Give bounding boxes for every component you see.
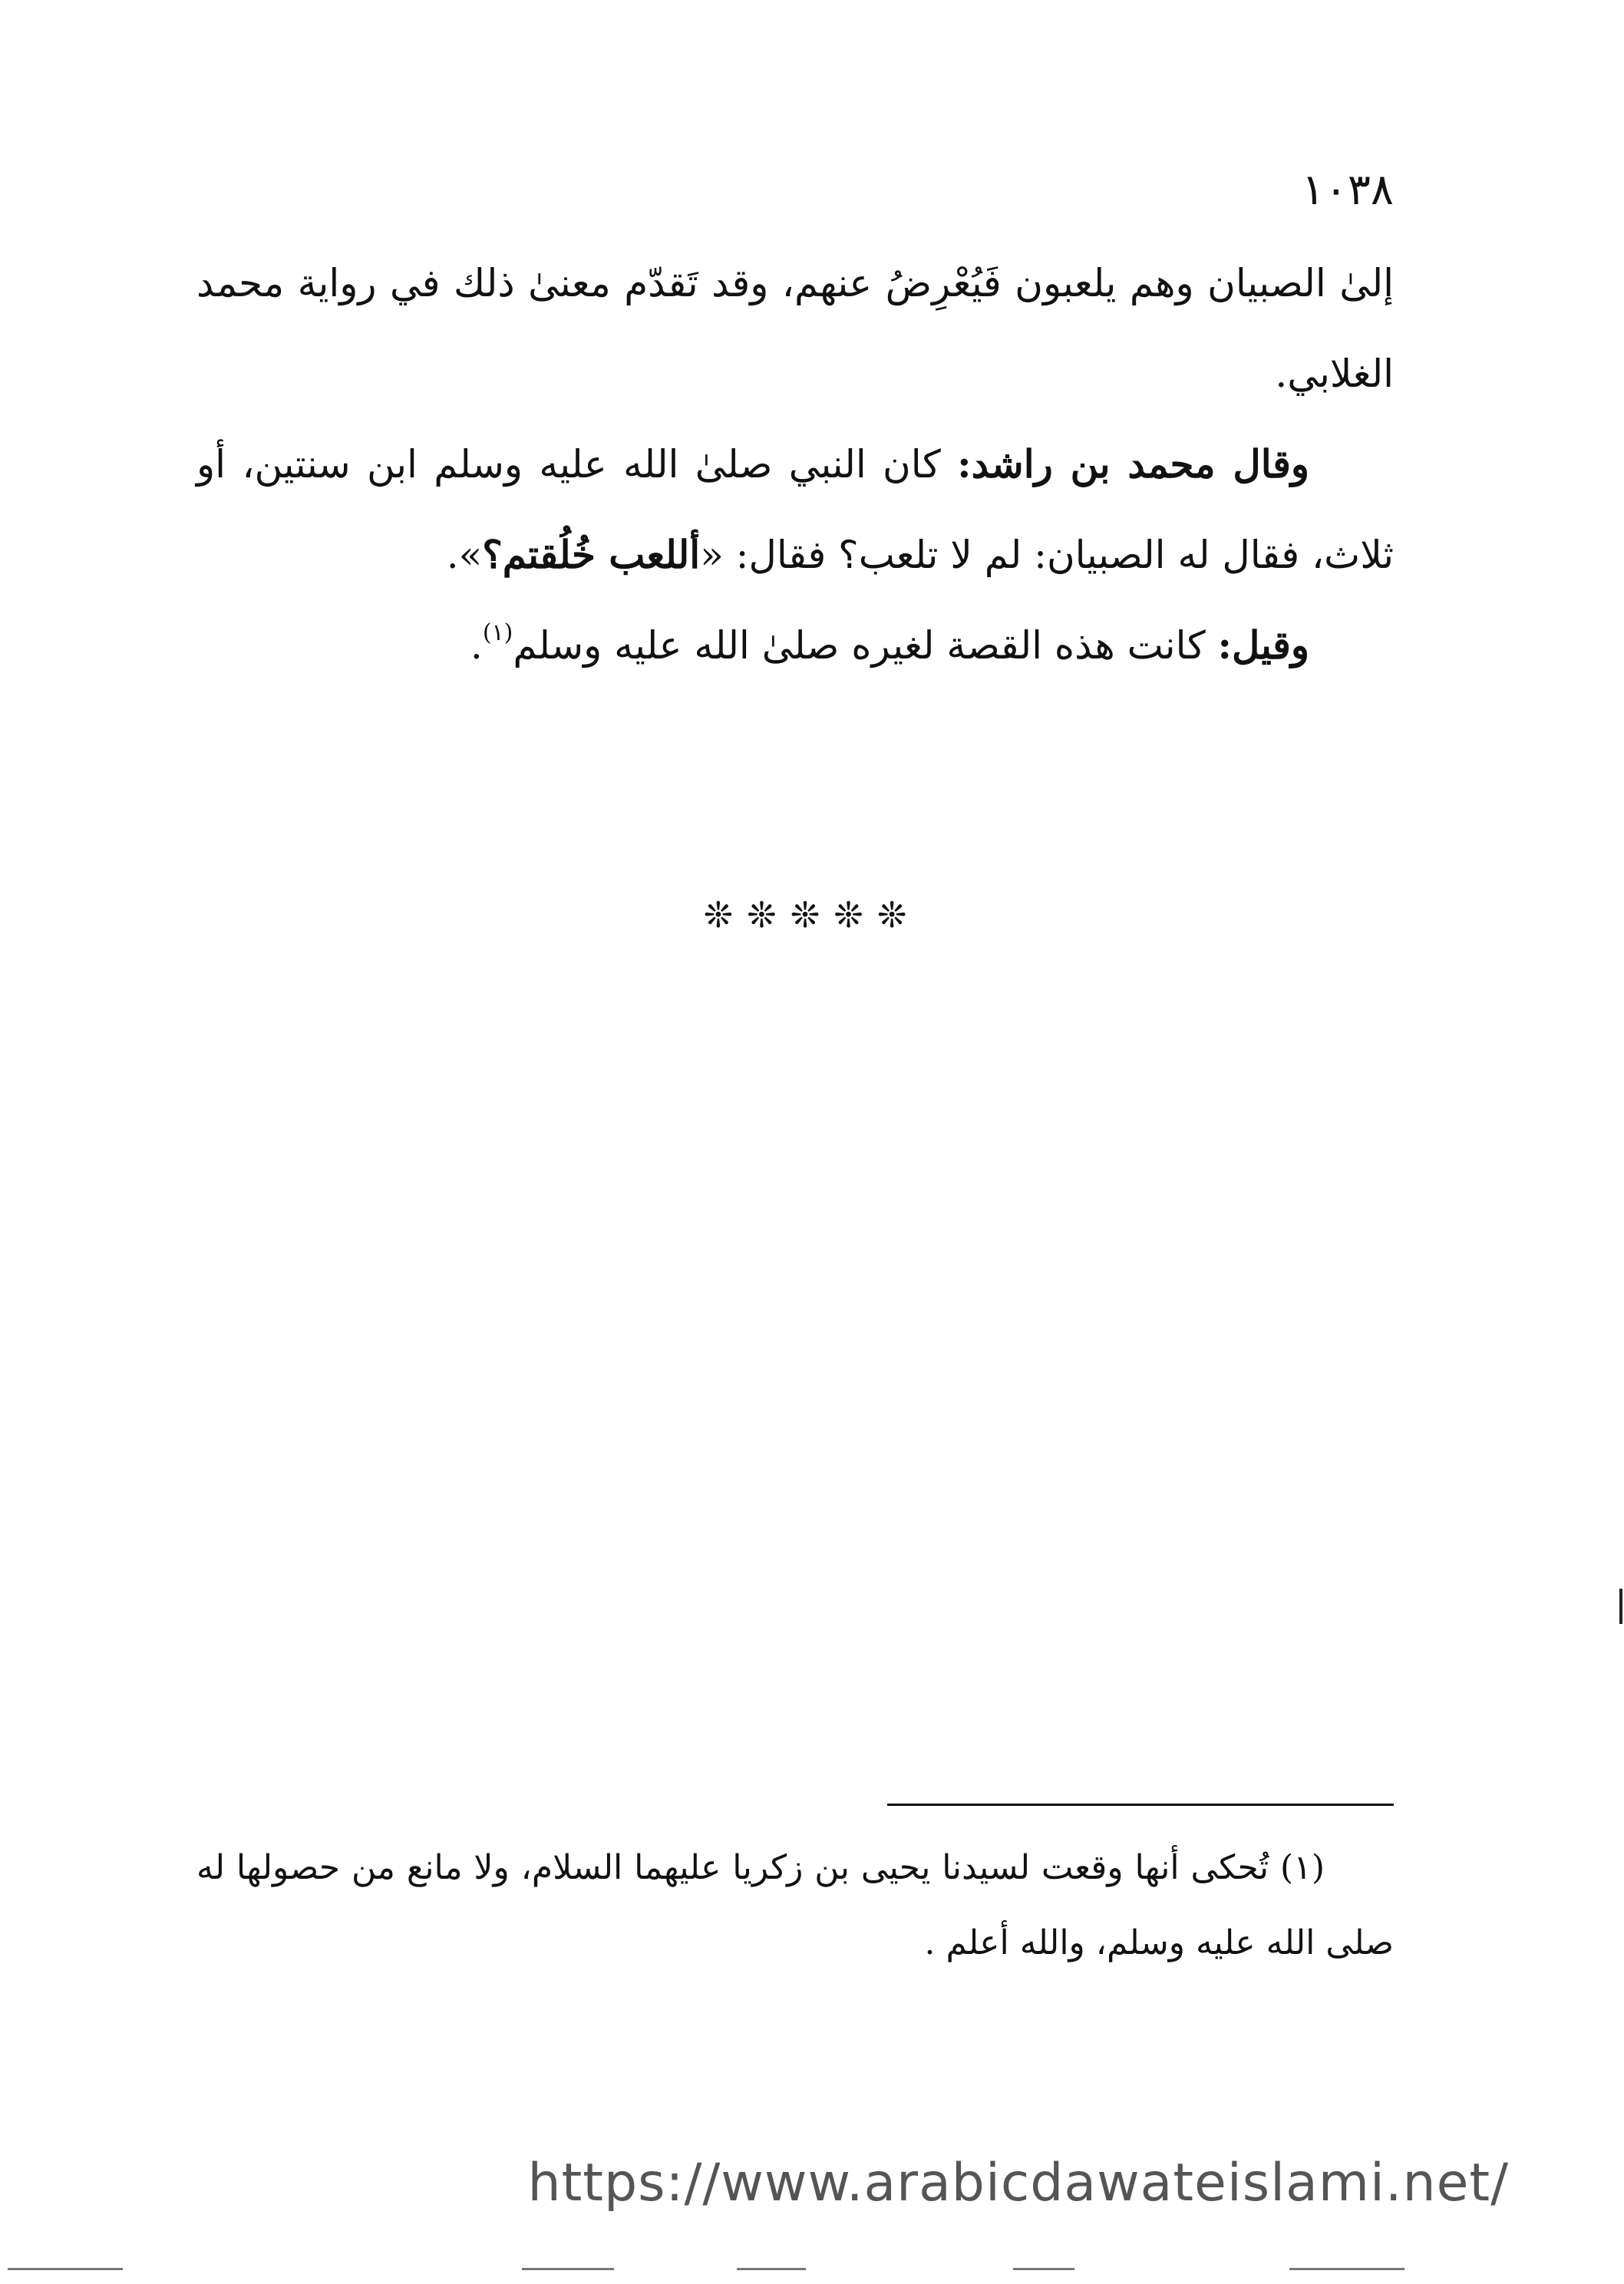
paragraph-3-text: كانت هذه القصة لغيره صلىٰ الله عليه وسلم	[513, 623, 1218, 668]
paragraph-2-closing: ».	[446, 533, 483, 577]
paragraph-2-text: كان النبي صلىٰ الله عليه وسلم ابن سنتين، أو ثلاث، فقال له الصبيان: لم لا تلعب؟ فقال: «	[196, 442, 1394, 577]
footnote-reference[interactable]: (١)	[482, 619, 513, 647]
paragraph-2	[196, 419, 1394, 600]
paragraph-3-speaker: وقيل:	[1217, 622, 1309, 668]
watermark-url[interactable]: https://www.arabicdawateislami.net/	[527, 2153, 1509, 2213]
page-number: ١٠٣٨	[1301, 165, 1394, 215]
footnote-divider	[887, 1804, 1394, 1806]
body-text	[196, 238, 1394, 691]
paragraph-3	[196, 600, 1394, 691]
scan-artifact	[522, 2268, 614, 2270]
section-separator: ❊❊❊❊❊	[703, 894, 921, 936]
footnote	[196, 1830, 1394, 1981]
paragraph-1	[196, 238, 1394, 419]
paragraph-3-end: .	[470, 623, 483, 668]
scan-edge-mark	[1619, 1589, 1622, 1624]
footnote-text: (١) تُحكى أنها وقعت لسيدنا يحيى بن زكريا عليهما السلام، ولا مانع من حصولها له صلى الله عليه وسلم، والله أعلم .	[196, 1848, 1394, 1962]
scan-artifact	[1289, 2268, 1404, 2270]
paragraph-1-text: إلىٰ الصبيان وهم يلعبون فَيُعْرِضُ عنهم، وقد تَقدّم معنىٰ ذلك في رواية محمد الغلابي.	[196, 261, 1394, 396]
scan-artifact	[1013, 2268, 1074, 2270]
paragraph-2-quote: أللعب خُلُقتم؟	[482, 532, 701, 577]
scan-artifact	[8, 2268, 123, 2270]
paragraph-2-speaker: وقال محمد بن راشد:	[957, 441, 1310, 487]
scan-artifact	[737, 2268, 806, 2270]
